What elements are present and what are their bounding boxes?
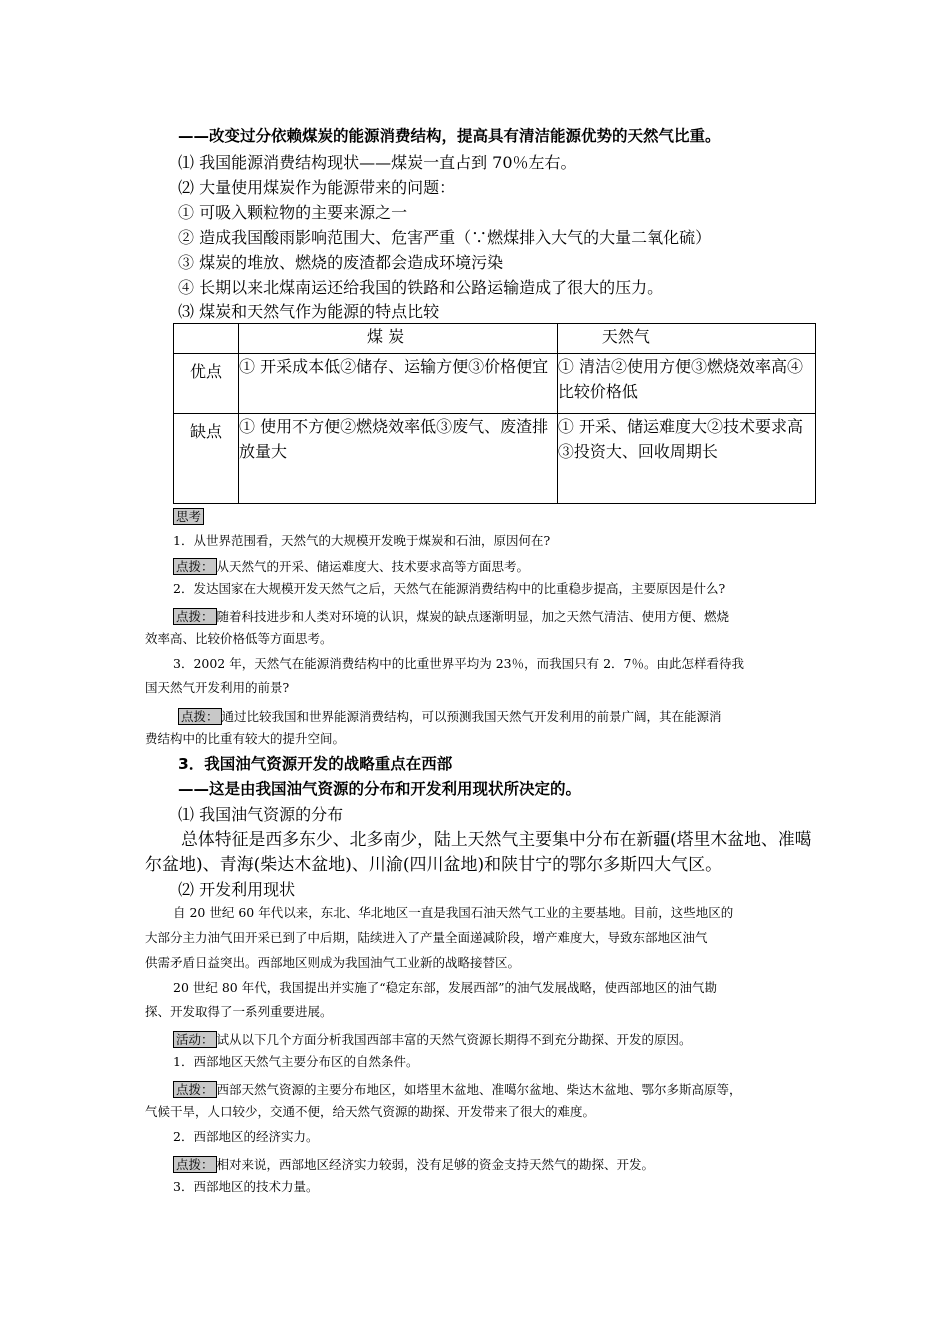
- hint-tag: 点拨：: [178, 708, 222, 725]
- development-line-1: 自 20 世纪 60 年代以来，东北、华北地区一直是我国石油天然气工业的主要基地。目前，这些地区的: [173, 905, 734, 920]
- line-problem-4: ④ 长期以来北煤南运还给我国的铁路和公路运输造成了很大的压力。: [178, 278, 664, 297]
- hint-tag: 点拨：: [173, 558, 217, 575]
- development-2-line-1: 20 世纪 80 年代，我国提出并实施了“稳定东部，发展西部”的油气发展战略，使西部地区的油气勘: [173, 980, 718, 995]
- header-blank-cell: [174, 324, 239, 354]
- think-answer-3-line-1: [178, 708, 722, 725]
- activity-item-1-hint-line-1: [173, 1081, 742, 1098]
- hint-text: 从天然气的开采、储运难度大、技术要求高等方面思考。: [216, 559, 530, 574]
- line-problem-1: ① 可吸入颗粒物的主要来源之一: [178, 203, 408, 222]
- activity-item-2: 2．西部地区的经济实力。: [173, 1129, 319, 1144]
- think-answer-1: [173, 558, 529, 575]
- distribution-heading: ⑴ 我国油气资源的分布: [178, 805, 344, 824]
- main-heading: ——改变过分依赖煤炭的能源消费结构，提高具有清洁能源优势的天然气比重。: [178, 127, 721, 145]
- development-line-2: 大部分主力油气田开采已到了中后期，陆续进入了产量全面递减阶段，增产难度大，导致东部地区油气: [145, 930, 708, 945]
- row-label-disadvantages: 缺点: [174, 414, 239, 504]
- think-answer-2-line-2: 效率高、比较价格低等方面思考。: [145, 631, 333, 646]
- development-heading: ⑵ 开发利用现状: [178, 880, 296, 899]
- think-label: [173, 508, 204, 525]
- activity-item-2-hint: [173, 1156, 654, 1173]
- hint-text: 相对来说，西部地区经济实力较弱，没有足够的资金支持天然气的勘探、开发。: [216, 1157, 655, 1172]
- header-gas-cell: 天然气: [557, 324, 815, 354]
- table-header-row: [174, 324, 816, 354]
- activity-item-3: 3．西部地区的技术力量。: [173, 1179, 319, 1194]
- hint-text: 随着科技进步和人类对环境的认识，煤炭的缺点逐渐明显，加之天然气清洁、使用方便、燃烧: [216, 609, 730, 624]
- gas-advantages-cell: ① 清洁②使用方便③燃烧效率高④比较价格低: [557, 354, 815, 414]
- activity-text: 试从以下几个方面分析我国西部丰富的天然气资源长期得不到充分勘探、开发的原因。: [216, 1032, 692, 1047]
- hint-tag: 点拨：: [173, 1081, 217, 1098]
- development-2-line-2: 探、开发取得了一系列重要进展。: [145, 1004, 333, 1019]
- hint-tag: 点拨：: [173, 608, 217, 625]
- activity-tag: 活动：: [173, 1031, 217, 1048]
- think-question-1: 1．从世界范围看，天然气的大规模开发晚于煤炭和石油，原因何在?: [173, 533, 551, 548]
- hint-text: 西部天然气资源的主要分布地区，如塔里木盆地、准噶尔盆地、柴达木盆地、鄂尔多斯高原等，: [216, 1082, 742, 1097]
- activity-line: [173, 1031, 692, 1048]
- distribution-line-2: 尔盆地)、青海(柴达木盆地)、川渝(四川盆地)和陕甘宁的鄂尔多斯四大气区。: [145, 855, 723, 875]
- row-label-advantages: 优点: [174, 354, 239, 414]
- table-row: [174, 354, 816, 414]
- think-question-2: 2．发达国家在大规模开发天然气之后，天然气在能源消费结构中的比重稳步提高，主要原因是什么?: [173, 581, 726, 596]
- comparison-table: [173, 323, 816, 504]
- development-line-3: 供需矛盾日益突出。西部地区则成为我国油气工业新的战略接替区。: [145, 955, 521, 970]
- line-problem-3: ③ 煤炭的堆放、燃烧的废渣都会造成环境污染: [178, 253, 504, 272]
- think-tag: 思考: [173, 508, 204, 525]
- section-3-subtitle: ——这是由我国油气资源的分布和开发利用现状所决定的。: [178, 780, 582, 798]
- table-row: [174, 414, 816, 504]
- coal-disadvantages-cell: ① 使用不方便②燃烧效率低③废气、废渣排放量大: [239, 414, 558, 504]
- line-comparison-title: ⑶ 煤炭和天然气作为能源的特点比较: [178, 302, 440, 321]
- think-question-3-line-2: 国天然气开发利用的前景?: [145, 680, 290, 695]
- activity-item-1-hint-line-2: 气候干旱，人口较少，交通不便，给天然气资源的勘探、开发带来了很大的难度。: [145, 1104, 596, 1119]
- header-coal-cell: 煤 炭: [239, 324, 558, 354]
- think-answer-3-line-2: 费结构中的比重有较大的提升空间。: [145, 731, 346, 746]
- line-consumption-status: ⑴ 我国能源消费结构现状——煤炭一直占到 70％左右。: [178, 153, 577, 172]
- distribution-line-1: 总体特征是西多东少、北多南少，陆上天然气主要集中分布在新疆(塔里木盆地、准噶: [181, 830, 812, 850]
- line-coal-problems: ⑵ 大量使用煤炭作为能源带来的问题：: [178, 178, 456, 197]
- think-question-3-line-1: 3．2002 年，天然气在能源消费结构中的比重世界平均为 23％，而我国只有 2．7％。由此怎样看待我: [173, 656, 744, 671]
- line-problem-2: ② 造成我国酸雨影响范围大、危害严重（∵燃煤排入大气的大量二氧化硫）: [178, 228, 712, 247]
- hint-text: 通过比较我国和世界能源消费结构，可以预测我国天然气开发利用的前景广阔，其在能源消: [221, 709, 722, 724]
- coal-advantages-cell: ① 开采成本低②储存、运输方便③价格便宜: [239, 354, 558, 414]
- hint-tag: 点拨：: [173, 1156, 217, 1173]
- gas-disadvantages-cell: ① 开采、储运难度大②技术要求高③投资大、回收周期长: [557, 414, 815, 504]
- activity-item-1: 1．西部地区天然气主要分布区的自然条件。: [173, 1054, 419, 1069]
- section-3-title: 3．我国油气资源开发的战略重点在西部: [178, 755, 453, 773]
- think-answer-2-line-1: [173, 608, 729, 625]
